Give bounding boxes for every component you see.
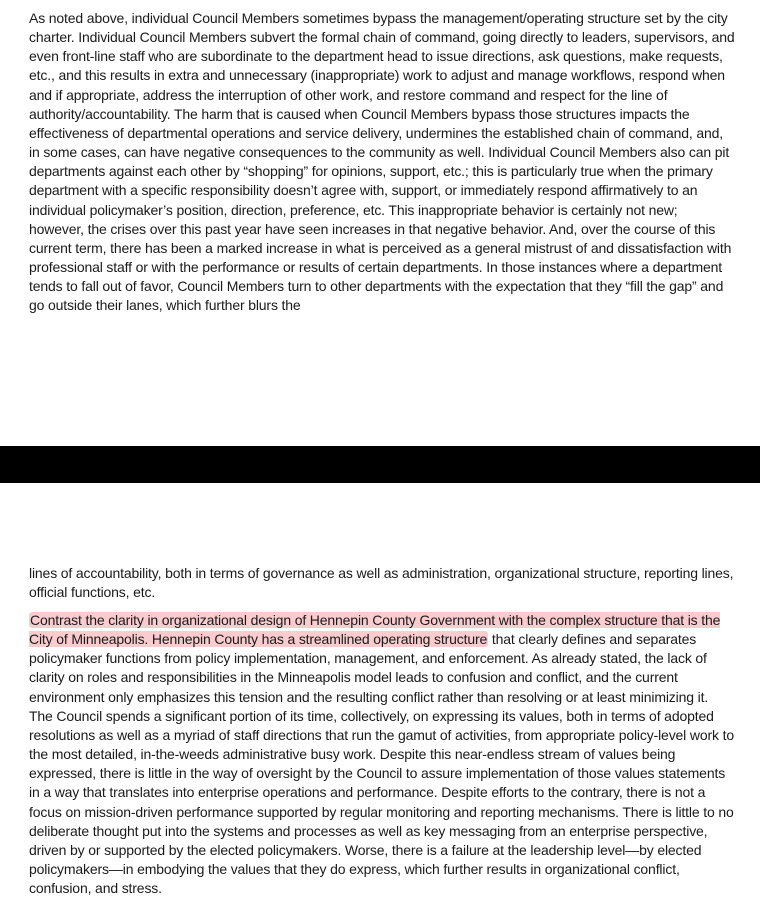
highlighted-text: Contrast the clarity in organizational design of Hennepin County Government with the complex structure that is the City of Minneapolis. Hennepin County has a streamlined operating structure [29,612,721,648]
paragraph-hennepin-contrast [29,611,735,898]
page-top [0,0,760,446]
page-bottom [0,483,760,921]
paragraph-continuation: lines of accountability, both in terms of governance as well as administration, organizational structure, reporting lines, official functions, etc. [29,565,734,601]
paragraph-chain-of-command: As noted above, individual Council Members sometimes bypass the management/operating structure set by the city charter. Individual Council Members subvert the formal chain of command, going directly to leaders, supervisors, and even front-line staff who are subordinate to the department head to issue directions, ask questions, make requests, etc., and this results in extra and unnecessary (inappropriate) work to adjust and manage workflows, respond when and if appropriate, address the interruption of other work, and restore command and respect for the line of authority/accountability. The harm that is caused when Council Members bypass those structures impacts the effectiveness of departmental operations and service delivery, undermines the established chain of command, and, in some cases, can have negative consequences to the community as well. Individual Council Members also can pit departments against each other by “shopping” for opinions, support, etc.; this is particularly true when the primary department with a specific responsibility doesn’t agree with, support, or immediately respond affirmatively to an individual policymaker’s position, direction, preference, etc. This inappropriate behavior is certainly not new; however, the crises over this past year have seen increases in that negative behavior. And, over the course of this current term, there has been a marked increase in what is perceived as a general mistrust of and dissatisfaction with professional staff or with the performance or results of certain departments. In those instances where a department tends to fall out of favor, Council Members turn to other departments with the expectation that they “fill the gap” and go outside their lanes, which further blurs the [29,10,735,314]
paragraph-hennepin-rest: that clearly defines and separates policymaker functions from policy implementation, management, and enforcement. As already stated, the lack of clarity on roles and responsibilities in the Minneapolis model leads to confusion and conflict, and the current environment only emphasizes this tension and the resulting conflict rather than resolving or at least minimizing it. The Council spends a significant portion of its time, collectively, on expressing its values, both in terms of adopted resolutions as well as a myriad of staff directions that run the gamut of activities, from appropriate policy-level work to the most detailed, in-the-weeds administrative busy work. Despite this near-endless stream of values being expressed, there is little in the way of oversight by the Council to assure implementation of those values statements in a way that translates into enterprise operations and performance. Despite efforts to the contrary, there is not a focus on mission-driven performance supported by regular monitoring and reporting mechanisms. There is little to no deliberate thought put into the systems and processes as well as key messaging from an enterprise perspective, driven by or supported by the elected policymakers. Worse, there is a failure at the leadership level—by elected policymakers—in embodying the values that they do express, which further results in organizational conflict, confusion, and stress. [29,631,734,897]
page-break-bar [0,446,760,483]
